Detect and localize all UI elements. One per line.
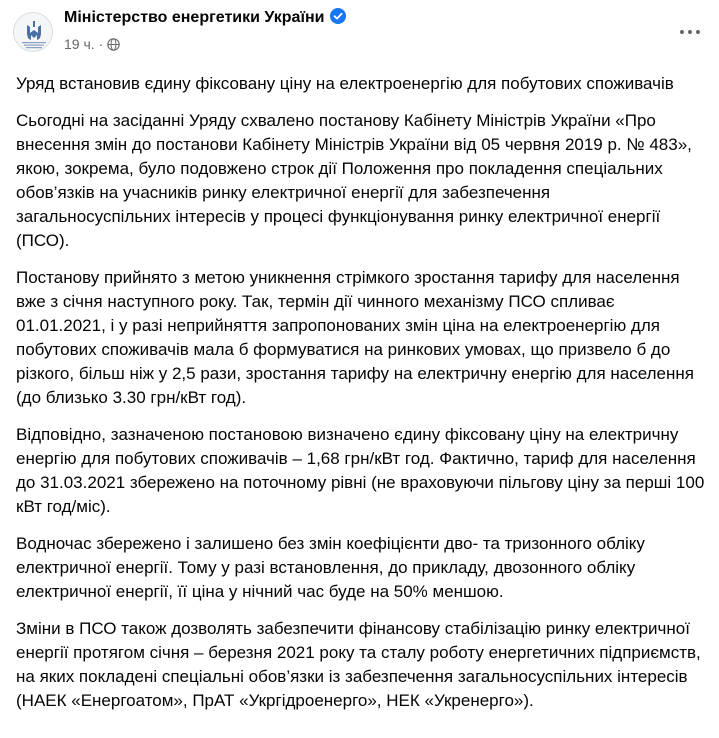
more-options-icon [680,30,684,34]
post-header [0,0,719,70]
post-paragraph: Зміни в ПСО також дозволять забезпечити фінансову стабілізацію ринку електричної енергії протягом січня – березня 2021 року та сталу роботу енергетичних підприємств, на яких покладені спеціальні обов’язки із забезпечення загальносуспільних інтересів (НАЕК «Енергоатом», ПрАТ «Укргідроенерго», НЕК «Укренерго»). [16,619,701,710]
post-paragraph: Сьогодні на засіданні Уряду схвалено постанову Кабінету Міністрів України «Про внесення змін до постанови Кабінету Міністрів України від 05 червня 2019 р. № 483», якою, зокрема, було подовжено строк дії Положення про покладення спеціальних обов’язків на учасників ринку електричної енергії для забезпечення загальносуспільних інтересів у процесі функціонування ринку електричної енергії (ПСО). [16,111,692,250]
post-meta [64,35,120,53]
post-text [16,72,706,726]
more-options-icon [688,30,692,34]
post-paragraph: Водночас збережено і залишено без змін коефіцієнти дво- та тризонного обліку електричної енергії. Тому у разі встановлення, до прикладу, двозонного обліку електричної енергії, її ціна у нічний час буде на 50% меншою. [16,534,645,601]
page-name-label[interactable]: Міністерство енергетики України [64,9,325,26]
meta-separator: · [98,36,104,52]
more-options-icon [696,30,700,34]
post-paragraph: Постанову прийнято з метою уникнення стрімкого зростання тарифу для населення вже з січня наступного року. Так, термін дії чинного механізму ПСО спливає 01.01.2021, і у разі неприйняття запропонованих змін ціна на електроенергію для побутових споживачів мала б формуватися на ринкових умовах, що призвело б до різкого, більш ніж у 2,5 рази, зростання тарифу на електричну енергію для населення (до близько 3.30 грн/кВт год). [16,268,694,407]
post-headline: Уряд встановив єдину фіксовану ціну на електроенергію для побутових споживачів [16,74,674,93]
post-paragraph: Відповідно, зазначеною постановою визначено єдину фіксовану ціну на електричну енергію для побутових споживачів – 1,68 грн/кВт год. Фактично, тариф для населення до 31.03.2021 збережено на поточному рівні (не враховуючи пільгову ціну за перші 100 кВт год/міс). [16,425,705,516]
page-name[interactable] [64,8,346,28]
globe-icon[interactable] [107,38,120,51]
post-timestamp[interactable]: 19 ч. [64,36,95,52]
verified-badge-icon [330,8,346,24]
page-avatar[interactable] [13,12,53,52]
ministry-logo-icon [14,13,53,52]
more-options-button[interactable] [672,14,708,50]
